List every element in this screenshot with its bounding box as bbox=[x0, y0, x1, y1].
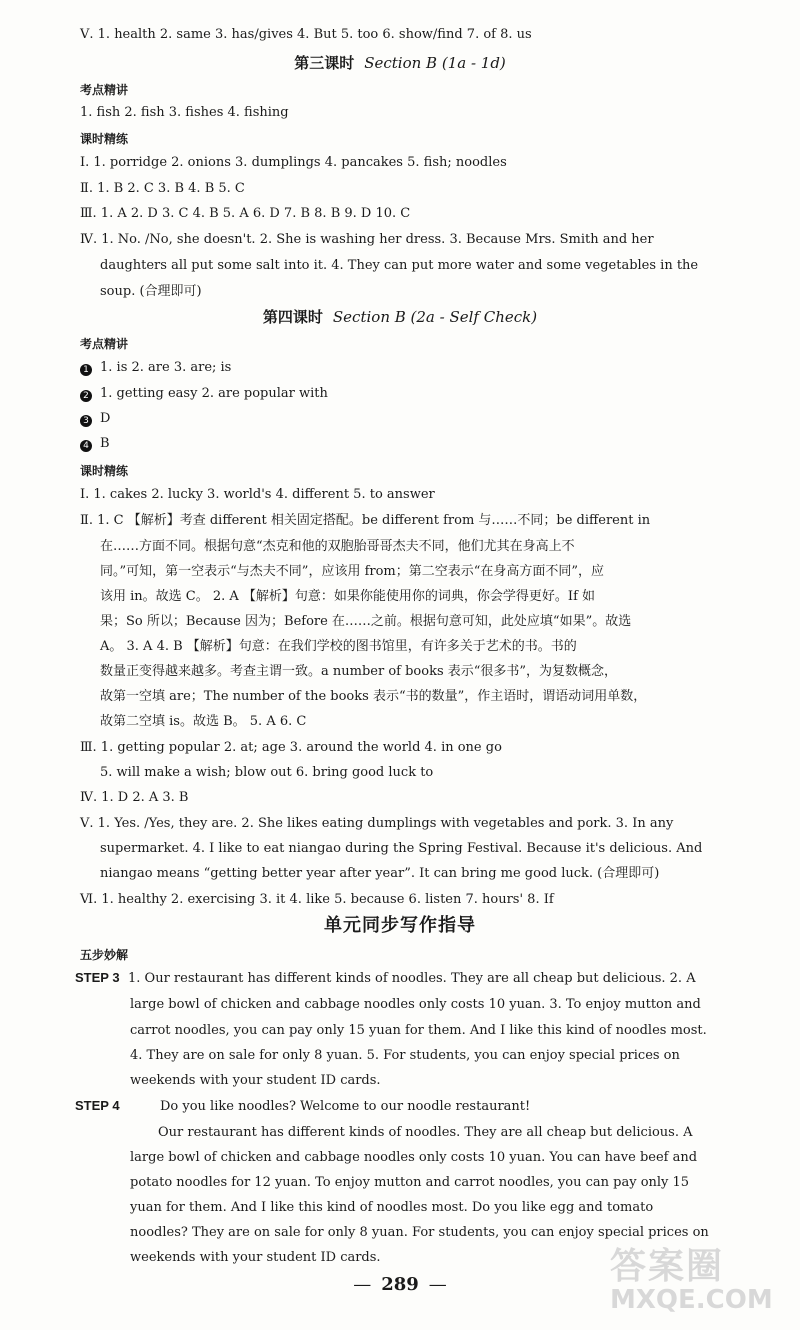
s4-part-ii-line1: Ⅱ. 1. C 【解析】考查 different 相关固定搭配。be different from 与……不同；be different in bbox=[80, 513, 651, 528]
kaodian-jingjiang-label-2: 考点精讲 bbox=[80, 337, 129, 351]
step-3-line3: carrot noodles, you can pay only 15 yuan for them. And I like this kind of noodles most. bbox=[130, 1023, 707, 1038]
s4-part-ii-line4: 该用 in。故选 C。 2. A 【解析】句意：如果你能使用你的词典，你会学得更好。If 如 bbox=[100, 589, 596, 604]
bullet-4-icon: 4 bbox=[80, 440, 92, 452]
s4-part-vi: Ⅵ. 1. healthy 2. exercising 3. it 4. like 5. because 6. listen 7. hours' 8. If bbox=[80, 892, 554, 907]
step-4-line3: potato noodles for 12 yuan. To enjoy mutton and carrot noodles, you can pay only 15 bbox=[130, 1175, 690, 1190]
s3-part-iv-line3: soup. (合理即可) bbox=[100, 284, 202, 299]
step-4-label: STEP 4 bbox=[75, 1098, 120, 1113]
unit-writing-title: 单元同步写作指导 bbox=[324, 915, 476, 936]
s4-part-v-line2: supermarket. 4. I like to eat niangao during the Spring Festival. Because it's delicious. And bbox=[100, 841, 703, 856]
s4-part-ii-line6: A。 3. A 4. B 【解析】句意：在我们学校的图书馆里，有许多关于艺术的书。书的 bbox=[100, 639, 577, 654]
s4-part-iv: Ⅳ. 1. D 2. A 3. B bbox=[80, 790, 189, 805]
s3-part-i: Ⅰ. 1. porridge 2. onions 3. dumplings 4. pancakes 5. fish; noodles bbox=[80, 155, 507, 170]
watermark-bottom-text: MXQE.COM bbox=[610, 1285, 773, 1315]
s4-part-ii-line5: 果；So 所以；Because 因为；Before 在……之前。根据句意可知，此处应填“如果”。故选 bbox=[100, 614, 632, 629]
step-3-label: STEP 3 bbox=[75, 970, 120, 985]
section-3-en: Section B (1a - 1d) bbox=[364, 54, 506, 72]
s3-part-iv-line1: Ⅳ. 1. No. /No, she doesn't. 2. She is washing her dress. 3. Because Mrs. Smith and her bbox=[80, 232, 654, 247]
bullet-2-icon: 2 bbox=[80, 390, 92, 402]
bullet-line-3: 3 D bbox=[80, 410, 670, 428]
s4-part-ii-line9: 故第二空填 is。故选 B。 5. A 6. C bbox=[100, 714, 307, 729]
watermark-top-text: 答案圈 bbox=[610, 1246, 725, 1287]
v-answers-top: Ⅴ. 1. health 2. same 3. has/gives 4. But 5. too 6. show/find 7. of 8. us bbox=[80, 27, 532, 42]
kaodian-jingjiang-label: 考点精讲 bbox=[80, 83, 129, 97]
s4-part-iii-line2: 5. will make a wish; blow out 6. bring good luck to bbox=[100, 765, 434, 780]
step-4-line2: large bowl of chicken and cabbage noodles only costs 10 yuan. You can have beef and bbox=[130, 1150, 698, 1165]
step-4-line0: Do you like noodles? Welcome to our noodle restaurant! bbox=[160, 1099, 531, 1114]
kaodian-answers: 1. fish 2. fish 3. fishes 4. fishing bbox=[80, 105, 289, 120]
page-number-value: 289 bbox=[381, 1274, 419, 1295]
section-4-title: 第四课时 bbox=[262, 308, 323, 326]
s4-part-ii-line8: 故第一空填 are；The number of the books 表示“书的数量”，作主语时，谓语动词用单数， bbox=[100, 689, 647, 704]
step-3-line4: 4. They are on sale for only 8 yuan. 5. For students, you can enjoy special prices on bbox=[130, 1048, 680, 1063]
s4-part-ii-line3: 同。”可知，第一空表示“与杰夫不同”，应该用 from；第二空表示“在身高方面不同”，应 bbox=[100, 564, 605, 579]
section-4-heading bbox=[0, 306, 800, 328]
wubu-miaojie-label: 五步妙解 bbox=[80, 948, 129, 962]
s3-part-iii: Ⅲ. 1. A 2. D 3. C 4. B 5. A 6. D 7. B 8. B 9. D 10. C bbox=[80, 206, 411, 221]
page-dash-right: — bbox=[428, 1274, 447, 1295]
section-3-heading bbox=[0, 52, 800, 74]
s4-part-v-line1: Ⅴ. 1. Yes. /Yes, they are. 2. She likes eating dumplings with vegetables and pork. 3. In any bbox=[80, 816, 674, 831]
step-4-line1: Our restaurant has different kinds of noodles. They are all cheap but delicious. A bbox=[158, 1125, 693, 1140]
s4-part-ii-line2: 在……方面不同。根据句意“杰克和他的双胞胎哥哥杰夫不同，他们尤其在身高上不 bbox=[100, 539, 575, 554]
step-3-line1: 1. Our restaurant has different kinds of noodles. They are all cheap but delicious. 2. A bbox=[128, 971, 696, 986]
s3-part-iv-line2: daughters all put some salt into it. 4. They can put more water and some vegetables in the bbox=[100, 258, 699, 273]
page-dash-left: — bbox=[353, 1274, 372, 1295]
step-3-line2: large bowl of chicken and cabbage noodles only costs 10 yuan. 3. To enjoy mutton and bbox=[130, 997, 701, 1012]
bullet-line-4: 4 B bbox=[80, 435, 670, 453]
section-4-en: Section B (2a - Self Check) bbox=[332, 308, 538, 326]
keshi-jinglian-label: 课时精练 bbox=[80, 132, 129, 146]
s3-part-ii: Ⅱ. 1. B 2. C 3. B 4. B 5. C bbox=[80, 181, 245, 196]
bullet-line-1: 1 1. is 2. are 3. are; is bbox=[80, 359, 670, 377]
step-4-line6: weekends with your student ID cards. bbox=[130, 1250, 381, 1265]
bullet-line-2: 2 1. getting easy 2. are popular with bbox=[80, 385, 670, 403]
bullet-3-icon: 3 bbox=[80, 415, 92, 427]
section-3-title: 第三课时 bbox=[294, 54, 355, 72]
watermark-logo bbox=[610, 1238, 790, 1328]
s4-part-ii-line7: 数量正变得越来越多。考查主谓一致。a number of books 表示“很多书”，为复数概念， bbox=[100, 664, 618, 679]
step-4-line4: yuan for them. And I like this kind of noodles most. Do you like egg and tomato bbox=[130, 1200, 654, 1215]
s4-part-v-line3: niangao means “getting better year after year”. It can bring me good luck. (合理即可) bbox=[100, 866, 660, 881]
step-3-line5: weekends with your student ID cards. bbox=[130, 1073, 381, 1088]
s4-part-i: Ⅰ. 1. cakes 2. lucky 3. world's 4. different 5. to answer bbox=[80, 487, 435, 502]
keshi-jinglian-label-2: 课时精练 bbox=[80, 464, 129, 478]
step-4-line5: noodles? They are on sale for only 8 yuan. For students, you can enjoy special prices on bbox=[130, 1225, 709, 1240]
s4-part-iii-line1: Ⅲ. 1. getting popular 2. at; age 3. around the world 4. in one go bbox=[80, 740, 502, 755]
bullet-1-icon: 1 bbox=[80, 364, 92, 376]
